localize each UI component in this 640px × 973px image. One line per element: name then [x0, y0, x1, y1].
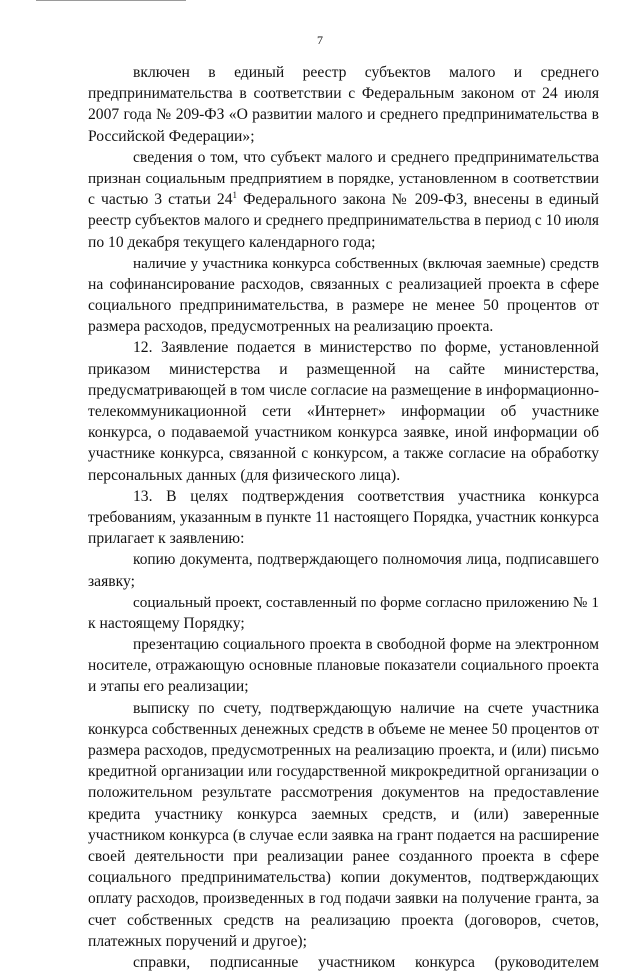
text-line	[88, 380, 599, 401]
text-line	[88, 571, 599, 592]
text-line	[88, 931, 599, 952]
text-line-content: платежных поручений и другое);	[88, 932, 307, 950]
text-line	[88, 825, 599, 846]
text-line-content: социального предпринимательства) копии документов, подтверждающих	[88, 869, 599, 887]
text-line-content: предпринимательства в соответствии с Федеральным законом от 24 июля	[88, 85, 599, 103]
text-line	[88, 83, 599, 104]
text-line-content: носителе, отражающую основные плановые показатели социального проекта	[88, 657, 599, 675]
text-line-content: заявку;	[88, 572, 135, 590]
text-line-content: социальный проект, составленный по форме согласно приложению № 1	[133, 593, 599, 611]
text-line	[88, 782, 599, 803]
text-line-content: по 10 декабря текущего календарного года;	[88, 233, 376, 251]
text-line	[88, 719, 599, 740]
text-line-content: с частью 3 статьи 24	[88, 191, 233, 209]
text-line-content: персональных данных (для физического лица).	[88, 466, 401, 484]
text-line	[88, 592, 599, 613]
text-line-content: социального предпринимательства, в размере не менее 50 процентов от	[88, 297, 599, 315]
text-line	[88, 761, 599, 782]
text-line	[88, 507, 599, 528]
text-line	[88, 888, 599, 909]
text-line-content: 13. В целях подтверждения соответствия участника конкурса	[133, 487, 599, 505]
text-line	[88, 465, 599, 486]
text-line	[88, 910, 599, 931]
text-line	[88, 337, 599, 358]
text-line	[88, 676, 599, 697]
text-line-content: оплату расходов, произведенных в год подачи заявки на получение гранта, за	[88, 890, 599, 908]
text-line	[88, 274, 599, 295]
text-line-continuation: Федерального закона № 209-ФЗ, внесены в единый	[237, 191, 599, 209]
text-line-content: включен в единый реестр субъектов малого и среднего	[133, 64, 599, 81]
text-line-content: и этапы его реализации;	[88, 678, 249, 696]
text-line-content: справки, подписанные участником конкурса (руководителем	[133, 953, 599, 971]
text-line	[88, 528, 599, 549]
text-line	[88, 655, 599, 676]
text-line	[88, 62, 599, 83]
text-line-content: телекоммуникационной сети «Интернет» информации об участнике	[88, 403, 599, 420]
text-line-content: конкурса собственных денежных средств в объеме не менее 50 процентов от	[88, 720, 599, 738]
text-line-content: кредита участнику конкурса заемных средств, и (или) заверенные	[88, 805, 599, 823]
text-line	[88, 740, 599, 761]
text-line-content: 12. Заявление подается в министерство по форме, установленной	[133, 339, 599, 357]
text-line-content: прилагает к заявлению:	[88, 530, 245, 548]
text-line	[88, 210, 599, 231]
text-line	[88, 698, 599, 719]
text-line-content: выписку по счету, подтверждающую наличие на счете участника	[133, 699, 599, 717]
text-line	[88, 613, 599, 634]
text-line-content: признан социальным предприятием в порядке, установленном в соответствии	[88, 169, 599, 187]
text-line-content: своей деятельности при реализации ранее созданного проекта в сфере	[88, 847, 599, 865]
text-line-content: предусматривающей в том числе согласие на размещение в информационно-	[88, 381, 599, 399]
body-text	[88, 62, 599, 973]
text-line-content: презентацию социального проекта в свободной форме на электронном	[133, 636, 599, 654]
text-line-content: к настоящему Порядку;	[88, 614, 245, 632]
text-line	[88, 804, 599, 825]
text-line	[88, 232, 599, 253]
text-line-content: размера расходов, предусмотренных на реализацию проекта, и (или) письмо	[88, 742, 599, 759]
text-line	[88, 867, 599, 888]
top-rule	[36, 0, 186, 1]
page-number: 7	[317, 33, 323, 47]
text-line	[88, 486, 599, 507]
text-line-content: реестр субъектов малого и среднего предпринимательства в период с 10 июля	[88, 212, 599, 230]
text-line	[88, 295, 599, 316]
text-line-content: размера расходов, предусмотренных на реализацию проекта.	[88, 318, 494, 336]
text-line	[88, 422, 599, 443]
text-line	[88, 549, 599, 570]
text-line-content: приказом министерства и размещенной на сайте министерства,	[88, 360, 599, 378]
text-line	[88, 634, 599, 655]
text-line-content: копию документа, подтверждающего полномочия лица, подписавшего	[133, 551, 599, 569]
text-line	[88, 126, 599, 147]
text-line	[88, 401, 599, 422]
footnote-superscript: 1	[232, 190, 238, 201]
text-line-content: Российской Федерации»;	[88, 127, 255, 145]
text-line	[88, 359, 599, 380]
text-line	[88, 253, 599, 274]
text-line-content: кредитной организации или государственной микрокредитной организации о	[88, 763, 599, 781]
text-line-content: на софинансирование расходов, связанных с реализацией проекта в сфере	[88, 275, 599, 293]
text-line-content: наличие у участника конкурса собственных (включая заемные) средств	[133, 254, 599, 272]
text-line-content: сведения о том, что субъект малого и среднего предпринимательства	[133, 148, 599, 166]
text-line-content: счет собственных средств на реализацию проекта (договоров, счетов,	[88, 911, 599, 929]
text-line	[88, 168, 599, 189]
text-line	[88, 952, 599, 973]
text-line	[88, 189, 599, 210]
text-line	[88, 846, 599, 867]
text-line	[88, 316, 599, 337]
text-line	[88, 443, 599, 464]
text-line	[88, 104, 599, 125]
text-line-content: положительном результате рассмотрения документов на предоставление	[88, 784, 599, 802]
text-line	[88, 147, 599, 168]
text-line-content: участником конкурса (в случае если заявка на грант подается на расширение	[88, 826, 599, 844]
text-line-content: участнике конкурса, связанной с конкурсом, а также согласие на обработку	[88, 445, 599, 463]
text-line-content: конкурса, о подаваемой участником конкурса заявке, иной информации об	[88, 424, 599, 442]
text-line-content: требованиям, указанным в пункте 11 настоящего Порядка, участник конкурса	[88, 508, 599, 526]
text-line-content: 2007 года № 209-ФЗ «О развитии малого и среднего предпринимательства в	[88, 106, 599, 124]
